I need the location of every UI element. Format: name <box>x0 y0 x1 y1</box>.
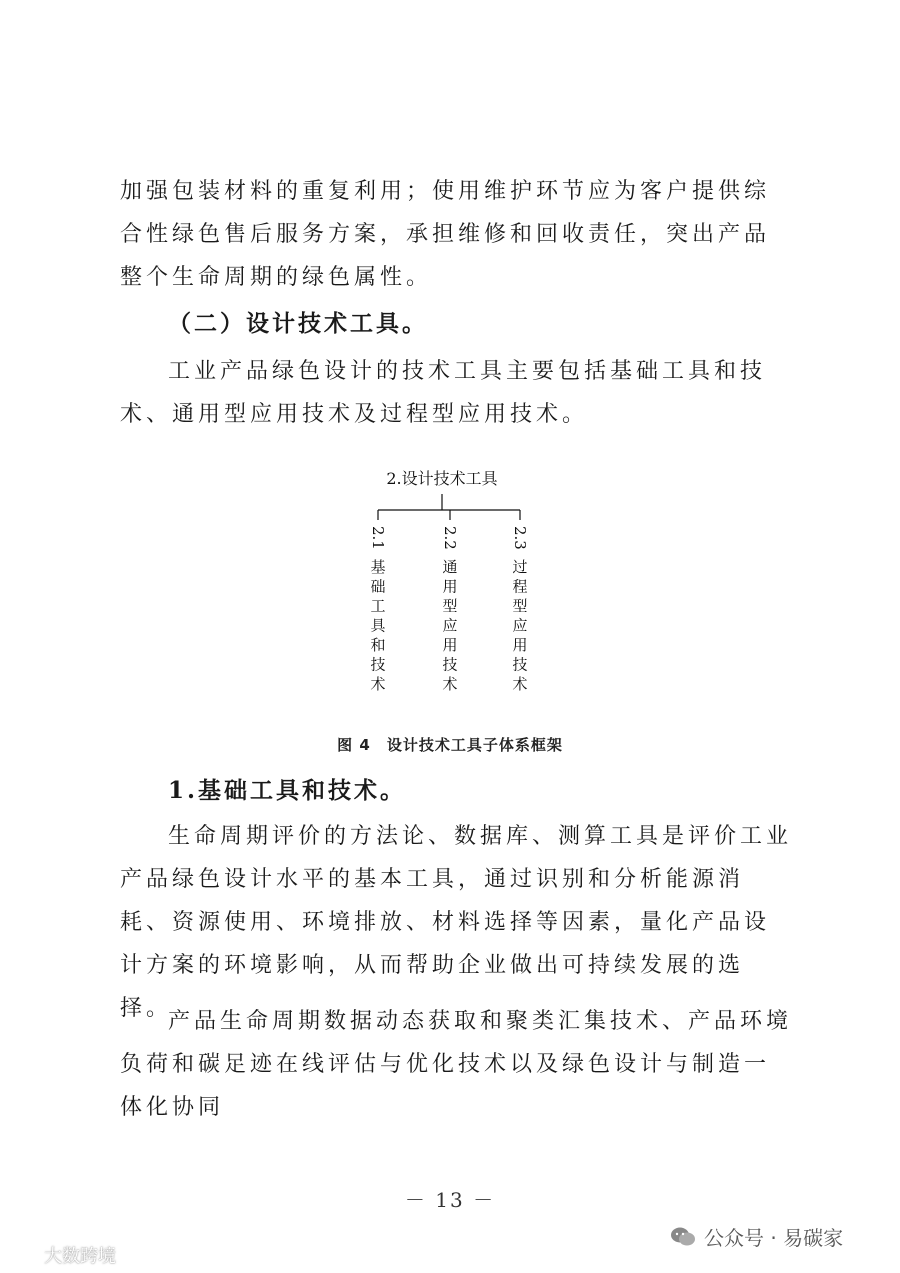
diagram-child-1: 基础工具和技术 <box>370 558 386 693</box>
watermark-wechat <box>670 1222 843 1251</box>
watermark-left-text: 大数跨境 <box>44 1246 116 1267</box>
diagram-child-number-2: 2.2 <box>441 526 459 550</box>
diagram-child-2: 通用型应用技术 <box>442 558 458 693</box>
subsection-heading: 1.基础工具和技术。 <box>168 777 407 804</box>
page-number: － 13 － <box>404 1188 496 1212</box>
paragraph-lca: 生命周期评价的方法论、数据库、测算工具是评价工业产品绿色设计水平的基本工具，通过识别和分析能源消耗、资源使用、环境排放、材料选择等因素，量化产品设计方案的环境影响，从而帮助企业做出可持续发展的选择。 <box>120 824 793 1021</box>
logo-icon <box>8 1245 38 1265</box>
diagram-root: 2.设计技术工具 <box>386 469 498 488</box>
diagram-child-number-3: 2.3 <box>511 526 529 550</box>
watermark-logo <box>8 1242 116 1268</box>
diagram-child-number-1: 2.1 <box>369 526 387 550</box>
paragraph-intro: 工业产品绿色设计的技术工具主要包括基础工具和技术、通用型应用技术及过程型应用技术。 <box>120 359 767 427</box>
framework-diagram <box>360 460 550 700</box>
paragraph-continuation: 加强包装材料的重复利用；使用维护环节应为客户提供综合性绿色售后服务方案，承担维修和回收责任，突出产品整个生命周期的绿色属性。 <box>120 179 771 290</box>
diagram-child-3: 过程型应用技术 <box>512 558 528 693</box>
figure-caption: 图 4 设计技术工具子体系框架 <box>337 736 563 754</box>
section-heading: （二）设计技术工具。 <box>168 310 428 337</box>
watermark-right-text: 公众号 · 易碳家 <box>704 1226 844 1250</box>
wechat-icon <box>670 1226 696 1248</box>
paragraph-tech: 产品生命周期数据动态获取和聚类汇集技术、产品环境负荷和碳足迹在线评估与优化技术以及绿色设计与制造一体化协同 <box>120 1009 793 1120</box>
